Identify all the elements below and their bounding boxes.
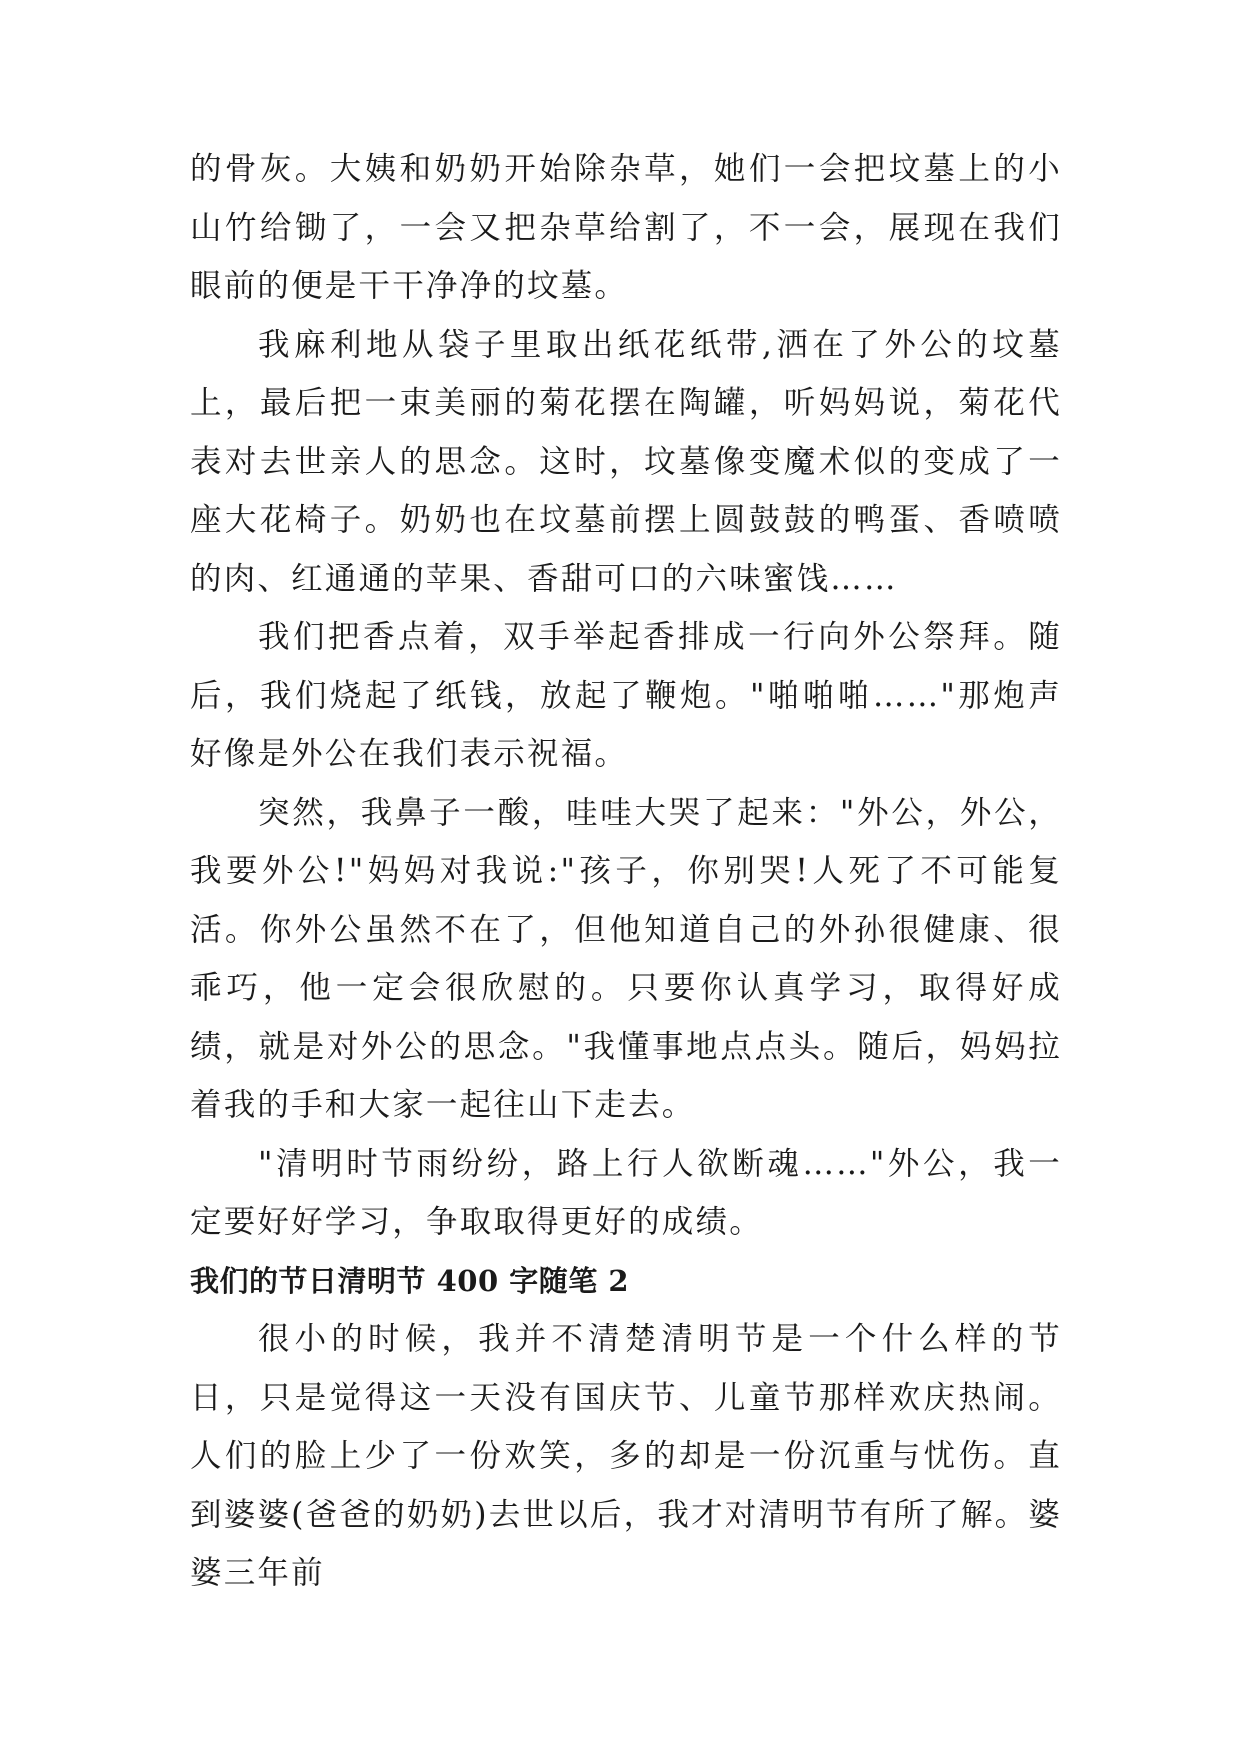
paragraph-4: 突然，我鼻子一酸，哇哇大哭了起来："外公，外公，我要外公!"妈妈对我说:"孩子，你别哭!人死了不可能复活。你外公虽然不在了，但他知道自己的外孙很健康、很乖巧，他一定会很欣慰的。只要你认真学习，取得好成绩，就是对外公的思念。"我懂事地点点头。随后，妈妈拉着我的手和大家一起往山下走去。 [190,794,1062,1123]
paragraph-3: 我们把香点着，双手举起香排成一行向外公祭拜。随后，我们烧起了纸钱，放起了鞭炮。"啪啪啪……"那炮声好像是外公在我们表示祝福。 [190,619,1062,772]
paragraph-5: "清明时节雨纷纷，路上行人欲断魂……"外公，我一定要好好学习，争取取得更好的成绩。 [190,1145,1062,1240]
paragraph-2: 我麻利地从袋子里取出纸花纸带,洒在了外公的坟墓上，最后把一束美丽的菊花摆在陶罐，听妈妈说，菊花代表对去世亲人的思念。这时，坟墓像变魔术似的变成了一座大花椅子。奶奶也在坟墓前摆上圆鼓鼓的鸭蛋、香喷喷的肉、红通通的苹果、香甜可口的六味蜜饯…… [190,326,1062,597]
paragraph-1: 的骨灰。大姨和奶奶开始除杂草，她们一会把坟墓上的小山竹给锄了，一会又把杂草给割了，不一会，展现在我们眼前的便是干干净净的坟墓。 [190,151,1062,304]
document-page [190,140,1062,1603]
paragraph-6: 很小的时候，我并不清楚清明节是一个什么样的节日，只是觉得这一天没有国庆节、儿童节那样欢庆热闹。人们的脸上少了一份欢笑，多的却是一份沉重与忧伤。直到婆婆(爸爸的奶奶)去世以后，我才对清明节有所了解。婆婆三年前 [190,1321,1062,1591]
section-heading: 我们的节日清明节 400 字随笔 2 [190,1263,630,1298]
